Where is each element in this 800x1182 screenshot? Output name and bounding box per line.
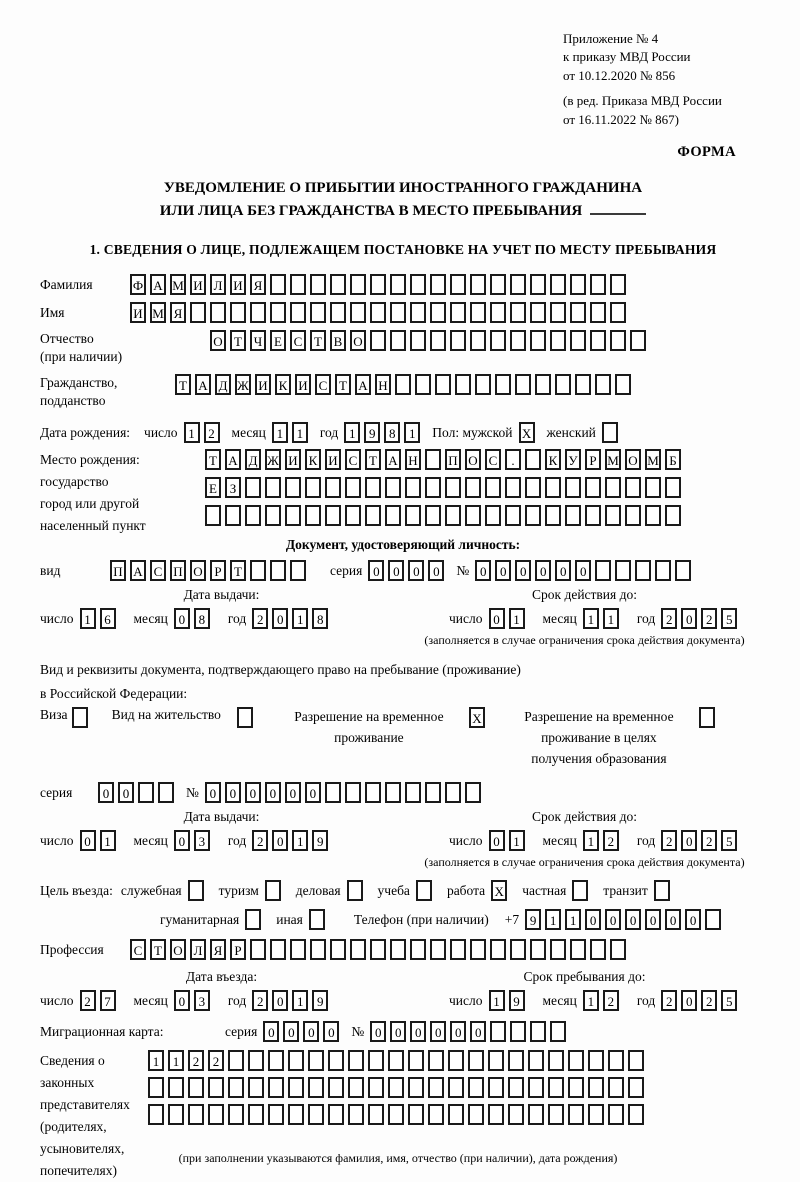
phone-prefix: +7 (504, 911, 520, 927)
visit-purpose-row (40, 880, 766, 901)
identity-doc-dates (40, 587, 766, 648)
residence-valid-month-cells[interactable]: 1 2 (583, 830, 623, 851)
residence-number-label: № (186, 784, 199, 800)
purpose-option-private: частная (522, 880, 592, 901)
doc-valid-col (403, 587, 766, 648)
legal-reps-row1[interactable]: 1 1 2 2 (148, 1050, 648, 1071)
stay-month-label: месяц (542, 992, 577, 1008)
issue-year-label: год (227, 610, 247, 626)
doc-issue-heading: Дата выдачи: (183, 587, 260, 603)
patronymic-cells[interactable]: О Т Ч Е С Т В О (210, 330, 650, 351)
valid-year-cells[interactable]: 2 0 2 5 (661, 608, 741, 629)
residence-series-label: серия (40, 784, 73, 800)
entry-year-label: год (227, 992, 247, 1008)
visa-checkbox[interactable] (72, 707, 92, 728)
residence-issue-year-cells[interactable]: 2 0 1 9 (252, 830, 332, 851)
entry-month-label: месяц (133, 992, 168, 1008)
residence-issue-year-label: год (227, 832, 247, 848)
valid-day-label: число (449, 610, 483, 626)
doc-kind-label: вид (40, 562, 61, 578)
identity-doc-heading: Документ, удостоверяющий личность: (285, 537, 521, 553)
birth-day-label: число (144, 424, 178, 440)
entry-dates (40, 969, 766, 1011)
purpose-tourism-checkbox[interactable] (265, 880, 285, 901)
residence-valid-day-cells[interactable]: 0 1 (489, 830, 529, 851)
appendix-edit-line: (в ред. Приказа МВД России (563, 93, 722, 109)
purpose-option-commercial: деловая (296, 880, 367, 901)
entry-day-label: число (40, 992, 74, 1008)
section1-heading: 1. СВЕДЕНИЯ О ЛИЦЕ, ПОДЛЕЖАЩЕМ ПОСТАНОВКЕ НА УЧЕТ ПО МЕСТУ ПРЕБЫВАНИЯ (89, 242, 717, 258)
migration-card-label: Миграционная карта: (40, 1023, 164, 1039)
residence-issue-day-label: число (40, 832, 74, 848)
entry-date-col (40, 969, 403, 1011)
legal-reps-block (40, 1050, 766, 1182)
purpose-option-humanitarian: гуманитарная (160, 909, 265, 930)
migration-number-cells[interactable]: 0 0 0 0 0 0 (370, 1021, 570, 1042)
purpose-option-other: иная (276, 909, 329, 930)
citizenship-row (40, 374, 766, 410)
phone-cells[interactable]: 9 1 1 0 0 0 0 0 0 (525, 909, 725, 930)
birth-day-cells[interactable]: 1 2 (184, 422, 224, 443)
birth-place-block (40, 449, 766, 537)
birth-date-label: Дата рождения: (40, 424, 131, 440)
entry-year-cells[interactable]: 2 0 1 9 (252, 990, 332, 1011)
residence-valid-year-label: год (636, 832, 656, 848)
residence-permit-options (40, 707, 766, 770)
doc-series-label: серия (330, 562, 363, 578)
visa-label: Виза (40, 707, 68, 723)
legal-reps-row2[interactable] (148, 1077, 648, 1098)
sex-male-checkbox[interactable]: X (519, 422, 539, 443)
purpose-humanitarian-checkbox[interactable] (245, 909, 265, 930)
visit-purpose-row2 (160, 909, 766, 930)
purpose-private-checkbox[interactable] (572, 880, 592, 901)
residence-doc-dates (40, 809, 766, 870)
residence-doc-intro: Вид и реквизиты документа, подтверждающего право на пребывание (проживание) в Российской Федерации: (40, 662, 521, 701)
valid-month-label: месяц (542, 610, 577, 626)
purpose-commercial-checkbox[interactable] (347, 880, 367, 901)
residence-issue-heading: Дата выдачи: (183, 809, 260, 825)
appendix-edit-line: от 16.11.2022 № 867) (563, 111, 680, 127)
form-title-line2: ИЛИ ЛИЦА БЕЗ ГРАЖДАНСТВА В МЕСТО ПРЕБЫВАНИЯ (40, 200, 766, 223)
stay-until-heading: Срок пребывания до: (523, 969, 646, 985)
temp-residence-label: Разрешение на временное проживание (294, 709, 444, 746)
form-label: ФОРМА (677, 144, 736, 161)
surname-row (40, 274, 766, 295)
entry-date-heading: Дата въезда: (185, 969, 258, 985)
residence-issue-day-cells[interactable]: 0 1 (80, 830, 120, 851)
appendix-line: Приложение № 4 (563, 31, 659, 46)
residence-issue-month-cells[interactable]: 0 3 (174, 830, 214, 851)
purpose-option-business: служебная (121, 880, 208, 901)
residence-valid-year-cells[interactable]: 2 0 2 5 (661, 830, 741, 851)
doc-valid-heading: Срок действия до: (532, 587, 637, 603)
purpose-option-tourism: туризм (219, 880, 285, 901)
title-underline-blank (590, 202, 646, 215)
issue-day-label: число (40, 610, 74, 626)
purpose-transit-checkbox[interactable] (654, 880, 674, 901)
birth-place-row3[interactable] (205, 505, 685, 526)
issue-month-label: месяц (133, 610, 168, 626)
legal-reps-note: (при заполнении указываются фамилия, имя, отчество (при наличии), дата рождения) (178, 1151, 618, 1166)
form-title (40, 177, 766, 222)
purpose-study-checkbox[interactable] (416, 880, 436, 901)
residence-series-cells[interactable]: 0 0 (98, 782, 178, 803)
stay-day-cells[interactable]: 1 9 (489, 990, 529, 1011)
entry-month-cells[interactable]: 0 3 (174, 990, 214, 1011)
phone-label: Телефон (при наличии) (353, 911, 489, 927)
form-title-line1: УВЕДОМЛЕНИЕ О ПРИБЫТИИ ИНОСТРАННОГО ГРАЖДАНИНА (163, 180, 643, 197)
sex-female-label: женский (546, 424, 596, 440)
surname-cells[interactable]: Ф А М И Л И Я (130, 274, 630, 295)
profession-cells[interactable]: С Т О Л Я Р (130, 939, 630, 960)
patronymic-row (40, 330, 766, 366)
birth-month-label: месяц (231, 424, 266, 440)
valid-month-cells[interactable]: 1 1 (583, 608, 623, 629)
legal-reps-labels: Сведения о законных представителях (родителях, усыновителях, попечителях) (40, 1053, 130, 1179)
purpose-option-transit: транзит (603, 880, 674, 901)
doc-number-cells[interactable]: 0 0 0 0 0 0 (475, 560, 695, 581)
purpose-work-checkbox[interactable]: X (491, 880, 511, 901)
birth-year-cells[interactable]: 1 9 8 1 (344, 422, 424, 443)
birth-place-row1[interactable]: Т А Д Ж И К И С Т А Н П О С . К У Р М О М Б (205, 449, 685, 470)
birth-date-row (40, 422, 766, 443)
entry-day-cells[interactable]: 2 7 (80, 990, 120, 1011)
residence-valid-note: (заполняется в случае ограничения срока действия документа) (424, 855, 745, 870)
given-name-row (40, 302, 766, 323)
birth-place-rows (205, 449, 685, 533)
birth-month-cells[interactable]: 1 1 (272, 422, 312, 443)
appendix-line: от 10.12.2020 № 856 (563, 67, 676, 83)
migration-card-row (40, 1021, 766, 1042)
issue-year-cells[interactable]: 2 0 1 8 (252, 608, 332, 629)
citizenship-cells[interactable]: Т А Д Ж И К И С Т А Н (175, 374, 635, 395)
sex-female-checkbox[interactable] (602, 422, 622, 443)
legal-reps-rows (148, 1050, 648, 1166)
migration-series-label: серия (225, 1023, 258, 1039)
citizenship-label: Гражданство, подданство (40, 374, 118, 408)
purpose-option-work: работа X (447, 880, 511, 901)
valid-year-label: год (636, 610, 656, 626)
residence-valid-month-label: месяц (542, 832, 577, 848)
temp-residence-checkbox[interactable]: X (469, 707, 489, 728)
surname-label: Фамилия (40, 276, 93, 292)
purpose-other-checkbox[interactable] (309, 909, 329, 930)
edu-residence-checkbox[interactable] (699, 707, 719, 728)
doc-valid-note: (заполняется в случае ограничения срока действия документа) (424, 633, 745, 648)
appendix-line: к приказу МВД России (563, 49, 691, 65)
profession-label: Профессия (40, 941, 104, 957)
edu-residence-label: Разрешение на временное проживание в целях получения образования (524, 709, 674, 767)
stay-year-cells[interactable]: 2 0 2 5 (661, 990, 741, 1011)
stay-until-col (403, 969, 766, 1011)
given-name-label: Имя (40, 304, 65, 320)
migration-number-label: № (351, 1023, 365, 1039)
residence-valid-day-label: число (449, 832, 483, 848)
valid-day-cells[interactable]: 0 1 (489, 608, 529, 629)
stay-month-cells[interactable]: 1 2 (583, 990, 623, 1011)
residence-issue-month-label: месяц (133, 832, 168, 848)
residence-valid-heading: Срок действия до: (532, 809, 637, 825)
birth-year-label: год (319, 424, 339, 440)
residence-permit-label: Вид на жительство (111, 707, 221, 723)
doc-kind-cells[interactable]: П А С П О Р Т (110, 560, 310, 581)
profession-row (40, 939, 766, 960)
birth-place-row2[interactable]: Е З (205, 477, 685, 498)
residence-permit-checkbox[interactable] (237, 707, 257, 728)
doc-issue-col (40, 587, 403, 648)
identity-doc-row (40, 560, 766, 581)
purpose-business-checkbox[interactable] (188, 880, 208, 901)
residence-series-row (40, 782, 766, 803)
purpose-option-study: учеба (378, 880, 436, 901)
residence-issue-col (40, 809, 403, 870)
birth-place-labels: Место рождения: государство город или другой населенный пункт (40, 452, 146, 534)
visit-purpose-label: Цель въезда: (40, 882, 113, 898)
patronymic-label: Отчество (при наличии) (40, 331, 123, 365)
given-name-cells[interactable]: И М Я (130, 302, 630, 323)
residence-valid-col (403, 809, 766, 870)
appendix-header (563, 30, 766, 129)
residence-number-cells[interactable]: 0 0 0 0 0 0 (205, 782, 485, 803)
migration-series-cells[interactable]: 0 0 0 0 (263, 1021, 343, 1042)
stay-day-label: число (449, 992, 483, 1008)
issue-month-cells[interactable]: 0 8 (174, 608, 214, 629)
sex-male-label: Пол: мужской (432, 424, 513, 440)
issue-day-cells[interactable]: 1 6 (80, 608, 120, 629)
doc-number-label: № (456, 562, 470, 578)
doc-series-cells[interactable]: 0 0 0 0 (368, 560, 448, 581)
legal-reps-row3[interactable] (148, 1104, 648, 1125)
stay-year-label: год (636, 992, 656, 1008)
